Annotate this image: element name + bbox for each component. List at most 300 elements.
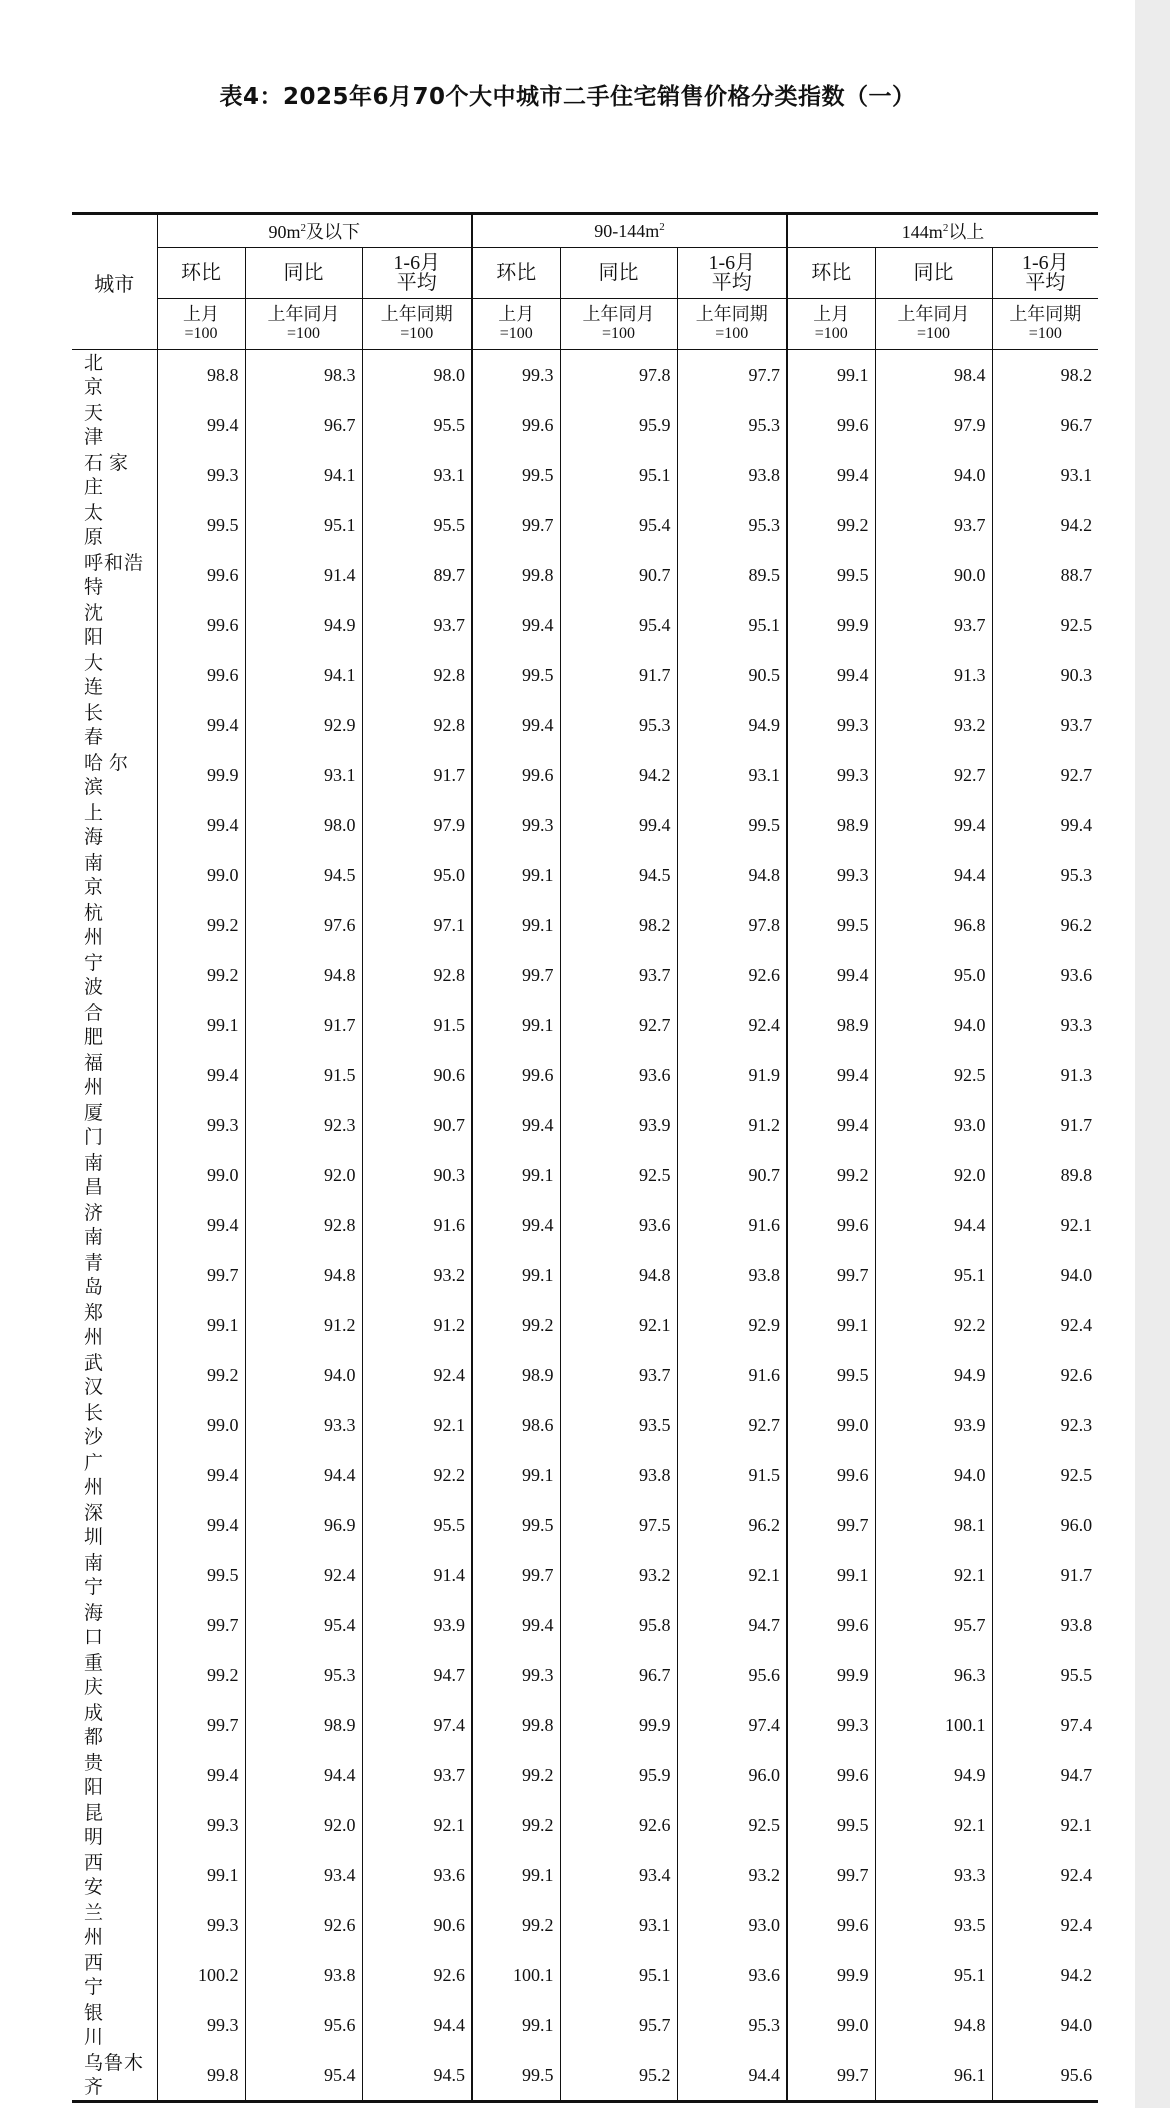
value-cell: 96.7 [245, 400, 362, 450]
value-cell: 92.1 [362, 1800, 472, 1850]
city-cell [72, 900, 157, 950]
table-row [72, 500, 1098, 550]
value-cell: 95.3 [677, 400, 787, 450]
value-cell: 92.0 [875, 1150, 992, 1200]
city-cell [72, 700, 157, 750]
value-cell: 92.5 [677, 1800, 787, 1850]
value-cell: 99.6 [472, 1050, 560, 1100]
value-cell: 99.5 [157, 1550, 245, 1600]
city-cell [72, 1900, 157, 1950]
value-cell: 95.4 [560, 500, 677, 550]
value-cell: 99.9 [787, 1950, 875, 2000]
value-cell: 93.7 [875, 500, 992, 550]
value-cell: 99.6 [472, 750, 560, 800]
value-cell: 97.6 [245, 900, 362, 950]
value-cell: 94.9 [875, 1750, 992, 1800]
base-header-mom-g2: 上月 =100 [472, 299, 560, 350]
value-cell: 99.3 [472, 350, 560, 401]
base-header-mom-g1: 上月 =100 [157, 299, 245, 350]
value-cell: 93.8 [677, 1250, 787, 1300]
city-cell [72, 500, 157, 550]
value-cell: 99.4 [472, 600, 560, 650]
value-cell: 90.0 [875, 550, 992, 600]
value-cell: 94.4 [875, 1200, 992, 1250]
value-cell: 95.6 [1060, 2064, 1093, 2085]
city-cell [72, 1200, 157, 1250]
value-cell: 97.9 [362, 800, 472, 850]
value-cell: 99.7 [157, 1600, 245, 1650]
value-cell: 99.1 [472, 1450, 560, 1500]
value-cell: 93.4 [245, 1850, 362, 1900]
value-cell: 93.6 [677, 1950, 787, 2000]
table-row [72, 750, 1098, 800]
city-cell [72, 1550, 157, 1600]
table-row [72, 1250, 1098, 1300]
city-name: 长沙 [84, 1402, 142, 1448]
value-cell: 94.5 [362, 2050, 472, 2102]
value-cell: 99.2 [157, 1350, 245, 1400]
value-cell: 94.7 [1060, 1764, 1093, 1785]
value-cell: 93.4 [560, 1850, 677, 1900]
value-cell: 93.2 [560, 1550, 677, 1600]
value-cell: 89.7 [362, 550, 472, 600]
city-name: 厦门 [84, 1102, 142, 1148]
value-cell: 97.9 [875, 400, 992, 450]
city-cell [72, 1500, 157, 1550]
value-cell: 92.5 [1060, 1464, 1093, 1485]
value-cell: 93.0 [677, 1900, 787, 1950]
value-cell: 99.5 [787, 1800, 875, 1850]
value-cell: 92.8 [362, 650, 472, 700]
subheader-avg-g1: 1-6月 平均 [362, 248, 472, 299]
value-cell: 99.4 [157, 700, 245, 750]
value-cell: 93.1 [245, 750, 362, 800]
value-cell: 95.9 [560, 1750, 677, 1800]
value-cell: 99.5 [787, 900, 875, 950]
value-cell: 94.0 [875, 1450, 992, 1500]
value-cell: 99.3 [157, 450, 245, 500]
value-cell: 99.6 [157, 550, 245, 600]
value-cell: 99.4 [875, 800, 992, 850]
value-cell: 97.1 [362, 900, 472, 950]
city-name: 西安 [84, 1852, 142, 1898]
value-cell: 91.6 [362, 1200, 472, 1250]
value-cell: 92.4 [245, 1550, 362, 1600]
value-cell: 99.7 [472, 500, 560, 550]
value-cell: 99.3 [787, 1700, 875, 1750]
value-cell: 98.1 [875, 1500, 992, 1550]
value-cell: 99.3 [472, 800, 560, 850]
value-cell: 95.8 [560, 1600, 677, 1650]
value-cell: 93.1 [1060, 464, 1093, 485]
value-cell: 96.8 [875, 900, 992, 950]
value-cell: 95.9 [560, 400, 677, 450]
city-name: 郑州 [84, 1302, 142, 1348]
value-cell: 93.5 [875, 1900, 992, 1950]
value-cell: 93.7 [560, 1350, 677, 1400]
city-cell [72, 1400, 157, 1450]
value-cell: 99.4 [157, 1200, 245, 1250]
city-name: 济南 [84, 1202, 142, 1248]
value-cell: 94.0 [1060, 2014, 1093, 2035]
value-cell: 93.3 [1060, 1014, 1093, 1035]
value-cell: 92.7 [875, 750, 992, 800]
value-cell: 99.5 [157, 500, 245, 550]
value-cell: 92.6 [1060, 1364, 1093, 1385]
city-cell [72, 750, 157, 800]
value-cell: 99.3 [787, 750, 875, 800]
value-cell: 94.4 [875, 850, 992, 900]
value-cell: 94.1 [245, 650, 362, 700]
table-row [72, 1600, 1098, 1650]
table-title: 表4：2025年6月70个大中城市二手住宅销售价格分类指数（一） [219, 84, 916, 110]
city-name: 天津 [84, 402, 142, 448]
value-cell: 92.5 [1060, 614, 1093, 635]
value-cell: 99.4 [472, 1600, 560, 1650]
city-cell [72, 950, 157, 1000]
value-cell: 99.7 [787, 1250, 875, 1300]
subheader-mom-g1: 环比 [157, 248, 245, 299]
city-name: 南宁 [84, 1552, 142, 1598]
value-cell: 99.3 [157, 1900, 245, 1950]
base-header-avg-g1: 上年同期 =100 [362, 299, 472, 350]
value-cell: 99.4 [787, 950, 875, 1000]
value-cell: 99.7 [157, 1700, 245, 1750]
scrollbar-gutter[interactable] [1135, 0, 1170, 2108]
city-cell [72, 1100, 157, 1150]
city-name: 呼和浩特 [84, 552, 145, 598]
value-cell: 99.4 [472, 1200, 560, 1250]
table-row [72, 1800, 1098, 1850]
city-cell [72, 450, 157, 500]
table-row [72, 450, 1098, 500]
value-cell: 92.1 [1060, 1214, 1093, 1235]
value-cell: 94.7 [362, 1650, 472, 1700]
value-cell: 99.4 [787, 1100, 875, 1150]
subheader-yoy-g3: 同比 [875, 248, 992, 299]
value-cell: 99.6 [787, 1900, 875, 1950]
table-row [72, 900, 1098, 950]
city-name: 南京 [84, 852, 142, 898]
city-cell [72, 1700, 157, 1750]
city-cell [72, 1950, 157, 2000]
city-name: 沈阳 [84, 602, 142, 648]
value-cell: 99.1 [472, 850, 560, 900]
city-name: 深圳 [84, 1502, 142, 1548]
city-name: 贵阳 [84, 1752, 142, 1798]
value-cell: 99.6 [472, 400, 560, 450]
value-cell: 99.1 [472, 1250, 560, 1300]
value-cell: 95.3 [560, 700, 677, 750]
city-name: 重庆 [84, 1652, 142, 1698]
table-row [72, 950, 1098, 1000]
value-cell: 96.0 [1060, 1514, 1093, 1535]
value-cell: 100.1 [472, 1950, 560, 2000]
value-cell: 91.6 [677, 1350, 787, 1400]
city-name: 西宁 [84, 1952, 142, 1998]
value-cell: 94.8 [245, 950, 362, 1000]
value-cell: 95.4 [245, 2050, 362, 2102]
value-cell: 99.6 [787, 1200, 875, 1250]
value-cell: 92.6 [677, 950, 787, 1000]
city-cell [72, 850, 157, 900]
base-header-yoy-g2: 上年同月 =100 [560, 299, 677, 350]
city-name: 宁波 [84, 952, 142, 998]
table-row [72, 1050, 1098, 1100]
table-row [72, 1650, 1098, 1700]
city-name: 哈尔滨 [84, 752, 135, 798]
price-index-table [72, 212, 1098, 2103]
value-cell: 96.2 [1060, 914, 1093, 935]
value-cell: 92.1 [362, 1400, 472, 1450]
value-cell: 90.3 [362, 1150, 472, 1200]
value-cell: 99.5 [472, 650, 560, 700]
value-cell: 99.7 [472, 950, 560, 1000]
value-cell: 93.2 [677, 1850, 787, 1900]
value-cell: 90.6 [362, 1050, 472, 1100]
city-name: 福州 [84, 1052, 142, 1098]
city-name: 长春 [84, 702, 142, 748]
value-cell: 93.2 [875, 700, 992, 750]
city-name: 上海 [84, 802, 142, 848]
city-cell [72, 800, 157, 850]
value-cell: 92.6 [362, 1950, 472, 2000]
value-cell: 95.1 [875, 1950, 992, 2000]
value-cell: 93.8 [677, 450, 787, 500]
city-cell [72, 1750, 157, 1800]
value-cell: 99.3 [787, 700, 875, 750]
value-cell: 92.7 [560, 1000, 677, 1050]
value-cell: 98.9 [472, 1350, 560, 1400]
value-cell: 93.1 [362, 450, 472, 500]
value-cell: 92.9 [245, 700, 362, 750]
base-header-yoy-g1: 上年同月 =100 [245, 299, 362, 350]
value-cell: 94.9 [677, 700, 787, 750]
value-cell: 90.7 [560, 550, 677, 600]
value-cell: 95.1 [875, 1250, 992, 1300]
city-name: 青岛 [84, 1252, 142, 1298]
value-cell: 92.3 [1060, 1414, 1093, 1435]
value-cell: 95.3 [1060, 864, 1093, 885]
base-header-avg-g3: 上年同期 =100 [992, 299, 1098, 350]
value-cell: 92.6 [560, 1800, 677, 1850]
table-row [72, 1350, 1098, 1400]
value-cell: 93.8 [560, 1450, 677, 1500]
value-cell: 99.2 [157, 900, 245, 950]
value-cell: 92.1 [1060, 1814, 1093, 1835]
value-cell: 96.0 [677, 1750, 787, 1800]
value-cell: 99.1 [787, 1300, 875, 1350]
subheader-mom-g2: 环比 [472, 248, 560, 299]
value-cell: 94.8 [245, 1250, 362, 1300]
city-name: 兰州 [84, 1902, 142, 1948]
city-cell [72, 1450, 157, 1500]
table-row [72, 600, 1098, 650]
value-cell: 95.5 [362, 1500, 472, 1550]
value-cell: 93.2 [362, 1250, 472, 1300]
value-cell: 92.5 [560, 1150, 677, 1200]
value-cell: 99.2 [157, 1650, 245, 1700]
value-cell: 94.5 [245, 850, 362, 900]
city-name: 合肥 [84, 1002, 142, 1048]
value-cell: 98.2 [1060, 364, 1093, 385]
value-cell: 95.7 [875, 1600, 992, 1650]
city-cell [72, 1350, 157, 1400]
value-cell: 99.8 [157, 2050, 245, 2102]
value-cell: 99.5 [787, 1350, 875, 1400]
value-cell: 99.6 [787, 1600, 875, 1650]
value-cell: 93.7 [1060, 714, 1093, 735]
value-cell: 93.8 [245, 1950, 362, 2000]
city-name: 南昌 [84, 1152, 142, 1198]
value-cell: 95.3 [677, 500, 787, 550]
value-cell: 93.6 [560, 1200, 677, 1250]
value-cell: 94.9 [875, 1350, 992, 1400]
value-cell: 91.6 [677, 1200, 787, 1250]
value-cell: 98.8 [157, 350, 245, 401]
value-cell: 97.4 [1060, 1714, 1093, 1735]
city-name: 北京 [84, 352, 142, 398]
value-cell: 94.4 [245, 1450, 362, 1500]
city-cell [72, 1300, 157, 1350]
value-cell: 92.4 [362, 1350, 472, 1400]
value-cell: 92.4 [1060, 1864, 1093, 1885]
value-cell: 94.4 [362, 2000, 472, 2050]
value-cell: 95.4 [560, 600, 677, 650]
table-row [72, 1000, 1098, 1050]
value-cell: 99.9 [787, 1650, 875, 1700]
value-cell: 89.5 [677, 550, 787, 600]
value-cell: 99.1 [157, 1000, 245, 1050]
value-cell: 95.2 [560, 2050, 677, 2102]
value-cell: 93.6 [362, 1850, 472, 1900]
value-cell: 92.0 [245, 1150, 362, 1200]
value-cell: 95.7 [560, 2000, 677, 2050]
table-row [72, 700, 1098, 750]
value-cell: 92.0 [245, 1800, 362, 1850]
value-cell: 93.3 [875, 1850, 992, 1900]
city-name: 乌鲁木齐 [84, 2052, 145, 2098]
value-cell: 94.0 [875, 1000, 992, 1050]
value-cell: 99.4 [787, 1050, 875, 1100]
value-cell: 99.0 [787, 2000, 875, 2050]
value-cell: 93.7 [362, 600, 472, 650]
city-cell [72, 650, 157, 700]
value-cell: 92.7 [1060, 764, 1093, 785]
value-cell: 93.6 [560, 1050, 677, 1100]
value-cell: 91.2 [245, 1300, 362, 1350]
value-cell: 92.7 [677, 1400, 787, 1450]
value-cell: 94.8 [677, 850, 787, 900]
table-row [72, 1850, 1098, 1900]
value-cell: 91.7 [560, 650, 677, 700]
value-cell: 90.5 [677, 650, 787, 700]
value-cell: 99.4 [157, 1750, 245, 1800]
city-cell [72, 1050, 157, 1100]
table-row [72, 1950, 1098, 2000]
table-row [72, 550, 1098, 600]
city-cell [72, 1250, 157, 1300]
table-row [72, 1400, 1098, 1450]
value-cell: 95.4 [245, 1600, 362, 1650]
value-cell: 99.6 [787, 1450, 875, 1500]
city-cell [72, 2050, 157, 2102]
value-cell: 91.7 [362, 750, 472, 800]
value-cell: 92.1 [677, 1550, 787, 1600]
city-name: 武汉 [84, 1352, 142, 1398]
value-cell: 99.1 [472, 2000, 560, 2050]
value-cell: 92.1 [875, 1550, 992, 1600]
value-cell: 96.3 [875, 1650, 992, 1700]
value-cell: 95.1 [560, 1950, 677, 2000]
value-cell: 99.6 [787, 1750, 875, 1800]
value-cell: 99.1 [157, 1850, 245, 1900]
value-cell: 88.7 [1060, 564, 1093, 585]
city-cell [72, 1850, 157, 1900]
value-cell: 95.1 [560, 450, 677, 500]
value-cell: 98.2 [560, 900, 677, 950]
value-cell: 99.0 [787, 1400, 875, 1450]
city-name: 广州 [84, 1452, 142, 1498]
value-cell: 99.7 [787, 1850, 875, 1900]
value-cell: 99.5 [472, 2050, 560, 2102]
value-cell: 99.2 [787, 500, 875, 550]
value-cell: 94.4 [677, 2050, 787, 2102]
value-cell: 99.2 [787, 1150, 875, 1200]
value-cell: 99.2 [472, 1800, 560, 1850]
table-row [72, 1150, 1098, 1200]
table-row [72, 2050, 1098, 2102]
value-cell: 99.1 [472, 1850, 560, 1900]
value-cell: 95.5 [1060, 1664, 1093, 1685]
value-cell: 94.0 [875, 450, 992, 500]
city-cell [72, 400, 157, 450]
value-cell: 95.0 [362, 850, 472, 900]
city-cell [72, 550, 157, 600]
base-header-mom-g3: 上月 =100 [787, 299, 875, 350]
value-cell: 92.9 [677, 1300, 787, 1350]
value-cell: 94.4 [245, 1750, 362, 1800]
table-row [72, 1550, 1098, 1600]
city-name: 杭州 [84, 902, 142, 948]
value-cell: 98.9 [787, 1000, 875, 1050]
value-cell: 96.2 [677, 1500, 787, 1550]
value-cell: 99.9 [157, 750, 245, 800]
value-cell: 100.1 [875, 1700, 992, 1750]
value-cell: 95.6 [245, 2000, 362, 2050]
table-row [72, 1200, 1098, 1250]
subheader-mom-g3: 环比 [787, 248, 875, 299]
value-cell: 99.2 [472, 1900, 560, 1950]
table-row [72, 1450, 1098, 1500]
table-row [72, 650, 1098, 700]
value-cell: 97.8 [677, 900, 787, 950]
value-cell: 99.4 [787, 450, 875, 500]
table-row [72, 400, 1098, 450]
value-cell: 99.7 [787, 1500, 875, 1550]
group-header-under-90: $90m^2$及以下 [157, 214, 472, 248]
value-cell: 94.1 [245, 450, 362, 500]
city-cell [72, 1800, 157, 1850]
value-cell: 99.1 [787, 1550, 875, 1600]
value-cell: 94.5 [560, 850, 677, 900]
value-cell: 99.7 [787, 2050, 875, 2102]
value-cell: 99.3 [157, 2000, 245, 2050]
group-header-90-144: $90-144m^2$ [472, 214, 787, 248]
value-cell: 94.2 [1060, 514, 1093, 535]
city-name: 银川 [84, 2002, 142, 2048]
city-name: 太原 [84, 502, 142, 548]
